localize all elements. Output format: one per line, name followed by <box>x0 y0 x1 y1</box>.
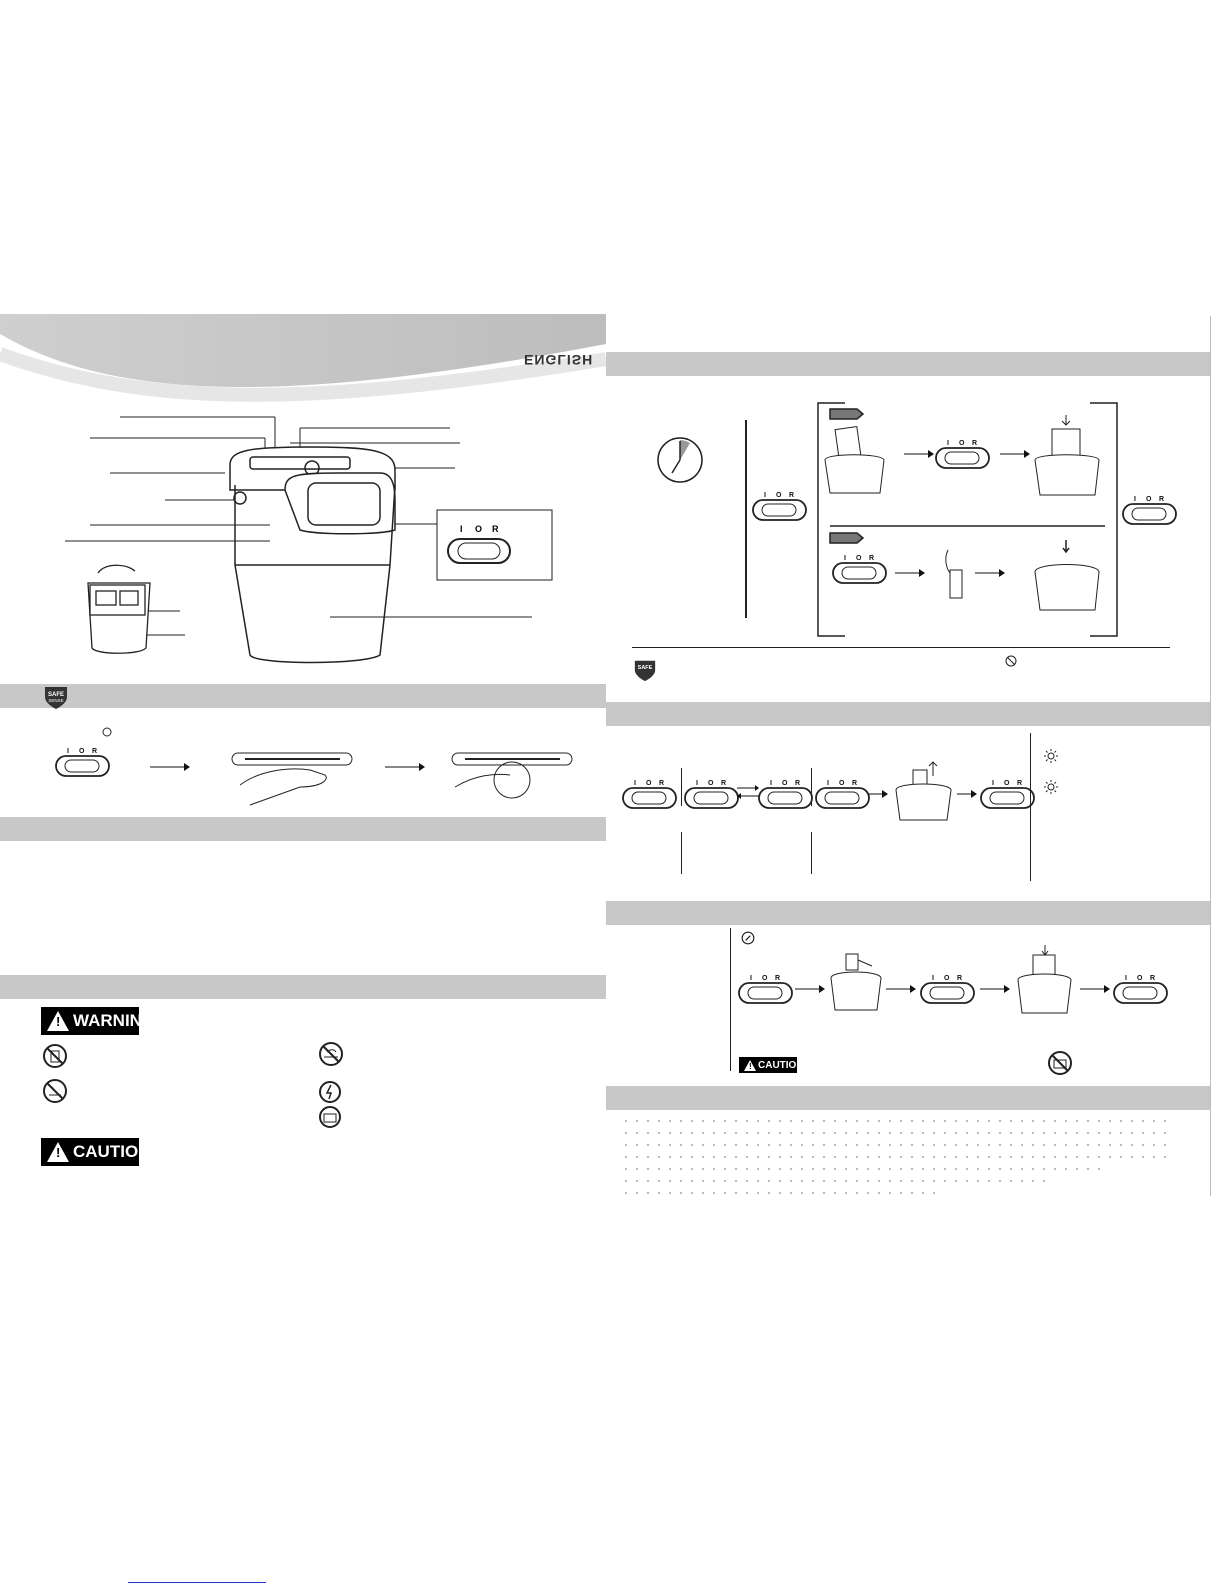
oil-icon <box>741 931 755 945</box>
rocker-switch <box>622 780 677 810</box>
no-children-icon <box>42 1078 68 1104</box>
svg-text:R: R <box>775 975 781 982</box>
svg-text:I: I <box>1125 975 1127 982</box>
safe-sense-shield-icon <box>43 684 69 710</box>
svg-text:O: O <box>762 975 768 982</box>
warning-badge: ! WARNING <box>41 1007 139 1035</box>
rocker-switch <box>815 780 870 810</box>
svg-text:I: I <box>67 748 69 755</box>
arrow <box>980 984 1010 994</box>
clock-icon <box>655 435 705 485</box>
svg-text:O: O <box>782 780 788 787</box>
svg-text:R: R <box>789 492 795 499</box>
paper-shredding-illustration <box>1032 415 1102 497</box>
header-swoosh <box>0 314 606 404</box>
bidirectional-arrow <box>737 784 759 800</box>
divider <box>730 928 731 1071</box>
svg-text:R: R <box>1150 975 1156 982</box>
section-bar-safe-sense <box>0 684 606 708</box>
svg-text:O: O <box>839 780 845 787</box>
svg-text:R: R <box>795 780 801 787</box>
hand-on-slot-illustration <box>230 745 355 810</box>
svg-text:I: I <box>947 440 949 447</box>
svg-text:I: I <box>844 555 846 562</box>
svg-text:R: R <box>972 440 978 447</box>
svg-text:R: R <box>957 975 963 982</box>
svg-text:O: O <box>1137 975 1143 982</box>
svg-text:R: R <box>1017 780 1023 787</box>
svg-text:SENSE: SENSE <box>48 698 64 703</box>
divider <box>681 832 682 874</box>
svg-text:R: R <box>852 780 858 787</box>
rocker-switch <box>832 555 887 585</box>
footer-link-underline[interactable] <box>128 1582 266 1583</box>
rocker-switch <box>758 780 813 810</box>
arrow <box>1000 449 1030 459</box>
rule <box>632 647 1170 648</box>
svg-text:I: I <box>827 780 829 787</box>
svg-text:I: I <box>750 975 752 982</box>
no-hands-icon <box>318 1041 344 1067</box>
divider <box>1030 733 1031 881</box>
arrow <box>975 568 1005 578</box>
switch-detail-box <box>436 509 553 581</box>
oil-application-illustration <box>828 950 883 1012</box>
svg-text:R: R <box>1159 496 1165 503</box>
oiled-paper-feed-illustration <box>1015 945 1073 1015</box>
svg-text:I: I <box>932 975 934 982</box>
arrow <box>886 984 916 994</box>
language-tab: ENGLISH <box>524 352 594 368</box>
no-hands-icon <box>1005 655 1017 667</box>
svg-text:O: O <box>776 492 782 499</box>
paper-removal-illustration <box>893 760 953 822</box>
section-bar-right-3 <box>606 901 1210 925</box>
arrow <box>150 762 190 772</box>
svg-text:O: O <box>959 440 965 447</box>
power-standby-icon <box>102 727 112 737</box>
arrow <box>795 984 825 994</box>
svg-text:SAFE: SAFE <box>47 692 65 698</box>
arrow <box>957 789 977 799</box>
sun-indicator-icon <box>1044 780 1058 794</box>
divider <box>681 768 682 806</box>
paper-insert-illustration <box>822 425 887 495</box>
svg-text:O: O <box>1146 496 1152 503</box>
svg-text:O: O <box>646 780 652 787</box>
rocker-switch <box>738 975 793 1005</box>
svg-text:R: R <box>869 555 875 562</box>
svg-text:O: O <box>79 748 85 755</box>
svg-text:I: I <box>770 780 772 787</box>
arrow <box>895 568 925 578</box>
rocker-switch <box>920 975 975 1005</box>
section-bar-right-4 <box>606 1086 1210 1110</box>
caution-badge-small: ! CAUTION <box>739 1057 797 1073</box>
section-bar-3 <box>0 975 606 999</box>
divider <box>745 420 747 618</box>
hand-on-slot-zoom-illustration <box>450 745 575 810</box>
no-aerosol-icon <box>318 1105 342 1129</box>
svg-text:I: I <box>1134 496 1136 503</box>
svg-text:SAFE: SAFE <box>637 665 653 672</box>
svg-text:I: I <box>764 492 766 499</box>
rocker-switch <box>1113 975 1168 1005</box>
page-edge <box>1210 316 1211 1196</box>
divider <box>811 768 812 806</box>
card-shredding-illustration <box>1032 540 1102 612</box>
divider <box>811 832 812 874</box>
rocker-switch <box>752 492 807 522</box>
section-bar-right-1 <box>606 352 1210 376</box>
no-aerosol-icon <box>1047 1050 1073 1076</box>
sun-indicator-icon <box>1044 749 1058 763</box>
svg-text:O: O <box>856 555 862 562</box>
svg-text:O: O <box>708 780 714 787</box>
svg-text:O: O <box>1004 780 1010 787</box>
svg-text:R: R <box>659 780 665 787</box>
svg-text:R: R <box>721 780 727 787</box>
section-bar-2 <box>0 817 606 841</box>
svg-text:I O R: I O R <box>460 524 499 534</box>
svg-text:O: O <box>944 975 950 982</box>
safe-sense-shield-icon <box>633 658 657 682</box>
cutter-head-illustration <box>80 563 160 658</box>
arrow <box>904 449 934 459</box>
svg-text:R: R <box>92 748 98 755</box>
caution-badge: ! CAUTION <box>41 1138 139 1166</box>
no-liquids-icon <box>42 1043 68 1069</box>
arrow <box>385 762 425 772</box>
arrow <box>868 789 888 799</box>
svg-text:I: I <box>634 780 636 787</box>
rocker-switch <box>1122 496 1177 526</box>
faint-body-text <box>625 1117 1170 1197</box>
rocker-switch <box>684 780 739 810</box>
rocker-switch <box>980 780 1035 810</box>
rocker-switch <box>935 440 990 470</box>
arrow <box>1080 984 1110 994</box>
svg-text:I: I <box>696 780 698 787</box>
electric-shock-icon <box>318 1080 342 1104</box>
card-insert-illustration <box>940 548 970 603</box>
rocker-switch <box>55 748 110 778</box>
svg-text:I: I <box>992 780 994 787</box>
section-bar-right-2 <box>606 702 1210 726</box>
